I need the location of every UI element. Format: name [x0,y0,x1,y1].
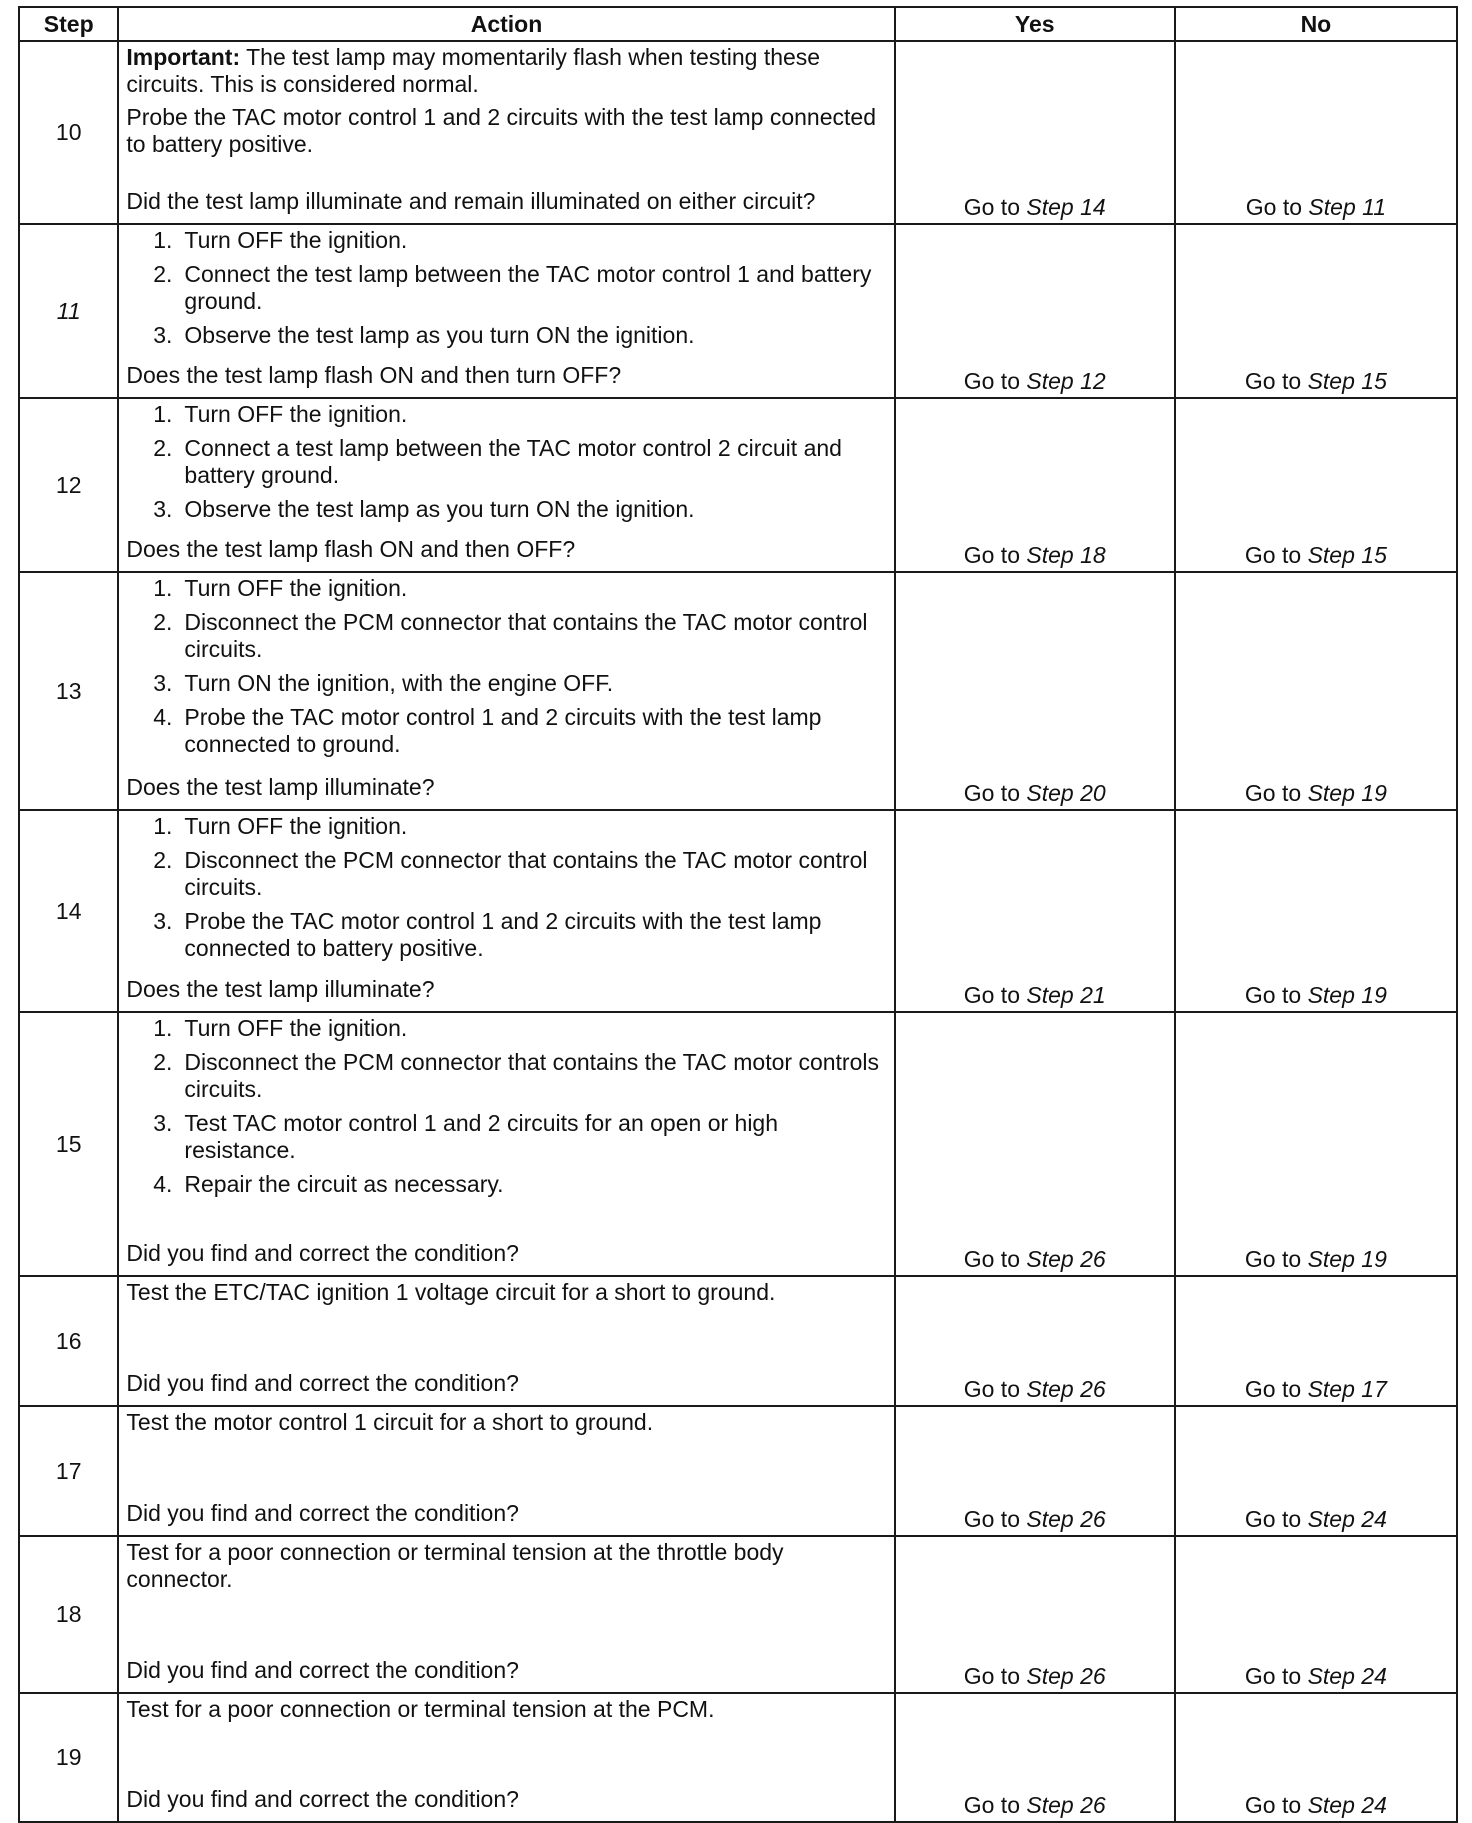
action-body [126,1015,883,1205]
yes-cell [895,1406,1175,1536]
item-number: 2. [153,1049,173,1075]
procedure-list [126,227,883,349]
action-content [119,1537,893,1692]
goto-no [1176,194,1456,223]
no-cell [1175,810,1457,1012]
item-number: 2. [153,847,173,873]
goto-no [1176,780,1456,809]
goto-step-ref: Step 24 [1307,1506,1387,1532]
question-text: Did the test lamp illuminate and remain illuminated on either circuit? [126,188,816,214]
step-number: 19 [19,1693,118,1822]
item-text: Connect a test lamp between the TAC motor control 2 circuit and battery ground. [184,435,842,488]
no-cell [1175,41,1457,224]
step-number: 10 [19,41,118,224]
list-item [126,322,883,349]
table-row [19,398,1457,572]
list-item [126,1110,883,1164]
list-item [126,227,883,254]
step-number: 11 [19,224,118,398]
item-text: Repair the circuit as necessary. [184,1171,504,1197]
item-text: Disconnect the PCM connector that contains the TAC motor controls circuits. [184,1049,879,1102]
goto-prefix: Go to [1244,1663,1302,1689]
goto-yes [896,368,1174,397]
no-cell [1175,398,1457,572]
question-text: Did you find and correct the condition? [126,1786,519,1812]
no-cell [1175,572,1457,810]
goto-prefix: Go to [1244,542,1302,568]
no-cell [1175,1406,1457,1536]
list-item [126,1049,883,1103]
question-text: Does the test lamp flash ON and then turn OFF? [126,362,622,388]
goto-yes [896,542,1174,571]
important-label: Important: [126,44,241,70]
item-text: Observe the test lamp as you turn ON the ignition. [184,322,695,348]
table-row [19,1012,1457,1276]
item-number: 3. [153,322,173,348]
item-number: 1. [153,813,173,839]
list-item [126,609,883,663]
goto-no [1176,1246,1456,1275]
goto-step-ref: Step 14 [1026,194,1106,220]
table-row [19,572,1457,810]
goto-yes [896,194,1174,223]
action-content [119,399,893,571]
note-text: Test the ETC/TAC ignition 1 voltage circuit for a short to ground. [126,1279,776,1305]
step-number: 15 [19,1012,118,1276]
procedure-list [126,813,883,962]
table-row [19,1536,1457,1693]
yes-cell [895,1536,1175,1693]
goto-prefix: Go to [1244,1506,1302,1532]
goto-prefix: Go to [963,1506,1020,1532]
action-body [126,44,883,164]
no-cell [1175,1693,1457,1822]
action-cell [118,1012,894,1276]
item-text: Turn OFF the ignition. [184,575,408,601]
action-content [119,811,893,1011]
action-content [119,1277,893,1405]
goto-no [1176,542,1456,571]
goto-prefix: Go to [963,982,1020,1008]
step-number: 18 [19,1536,118,1693]
action-body [126,227,883,356]
action-cell [118,41,894,224]
action-cell [118,1693,894,1822]
item-text: Disconnect the PCM connector that contains the TAC motor control circuits. [184,609,868,662]
item-number: 2. [153,609,173,635]
note-text: The test lamp may momentarily flash when testing these circuits. This is considered normal. [126,44,821,97]
item-number: 4. [153,704,173,730]
goto-prefix: Go to [963,542,1020,568]
action-content [119,225,893,397]
yes-cell [895,810,1175,1012]
item-text: Turn OFF the ignition. [184,227,408,253]
yes-cell [895,224,1175,398]
goto-prefix: Go to [1245,194,1303,220]
question-text: Does the test lamp illuminate? [126,774,435,800]
goto-yes [896,1376,1174,1405]
goto-step-ref: Step 26 [1026,1663,1106,1689]
goto-prefix: Go to [1244,982,1302,1008]
step-number: 17 [19,1406,118,1536]
action-cell [118,572,894,810]
goto-no [1176,368,1456,397]
no-cell [1175,1012,1457,1276]
goto-step-ref: Step 26 [1026,1246,1106,1272]
note-text: Test for a poor connection or terminal tension at the throttle body connector. [126,1539,784,1592]
item-number: 3. [153,496,173,522]
goto-yes [896,1663,1174,1692]
goto-step-ref: Step 24 [1307,1663,1387,1689]
action-content [119,573,893,809]
goto-prefix: Go to [1244,1792,1302,1818]
action-note [126,1539,883,1593]
yes-cell [895,1276,1175,1406]
goto-prefix: Go to [963,368,1020,394]
action-note [126,1279,883,1306]
item-number: 3. [153,908,173,934]
item-number: 1. [153,401,173,427]
procedure-list [126,575,883,758]
action-note [126,1696,883,1723]
list-item [126,1171,883,1198]
item-number: 2. [153,261,173,287]
goto-step-ref: Step 26 [1026,1376,1106,1402]
question-text: Did you find and correct the condition? [126,1500,519,1526]
list-item [126,435,883,489]
table-row [19,1406,1457,1536]
list-item [126,401,883,428]
goto-prefix: Go to [963,1663,1020,1689]
list-item [126,908,883,962]
goto-no [1176,1376,1456,1405]
item-text: Connect the test lamp between the TAC motor control 1 and battery ground. [184,261,872,314]
goto-no [1176,1506,1456,1535]
item-number: 3. [153,670,173,696]
question-text: Did you find and correct the condition? [126,1657,519,1683]
list-item [126,847,883,901]
action-content [119,1407,893,1535]
goto-step-ref: Step 26 [1026,1506,1106,1532]
header-row [19,7,1457,41]
action-note [126,104,883,158]
item-text: Turn OFF the ignition. [184,1015,408,1041]
yes-cell [895,1012,1175,1276]
goto-no [1176,1792,1456,1821]
goto-prefix: Go to [1244,1376,1302,1402]
list-item [126,496,883,523]
yes-cell [895,1693,1175,1822]
goto-step-ref: Step 21 [1026,982,1106,1008]
no-cell [1175,224,1457,398]
question-text: Does the test lamp illuminate? [126,976,435,1002]
goto-yes [896,1792,1174,1821]
goto-prefix: Go to [963,1792,1020,1818]
yes-cell [895,572,1175,810]
header-step: Step [19,7,118,41]
item-text: Turn OFF the ignition. [184,401,408,427]
goto-prefix: Go to [1244,1246,1302,1272]
goto-step-ref: Step 26 [1026,1792,1106,1818]
goto-step-ref: Step 19 [1307,780,1387,806]
step-number: 12 [19,398,118,572]
goto-step-ref: Step 19 [1307,982,1387,1008]
action-cell [118,398,894,572]
item-number: 2. [153,435,173,461]
goto-prefix: Go to [1244,368,1302,394]
goto-step-ref: Step 24 [1307,1792,1387,1818]
action-body [126,1539,883,1599]
action-content [119,1013,893,1275]
goto-step-ref: Step 17 [1307,1376,1387,1402]
note-text: Test the motor control 1 circuit for a short to ground. [126,1409,654,1435]
goto-yes [896,1506,1174,1535]
goto-no [1176,1663,1456,1692]
item-number: 3. [153,1110,173,1136]
step-number: 13 [19,572,118,810]
list-item [126,813,883,840]
item-text: Turn ON the ignition, with the engine OFF. [184,670,614,696]
goto-step-ref: Step 11 [1308,194,1387,220]
header-no: No [1175,7,1457,41]
list-item [126,704,883,758]
item-number: 1. [153,575,173,601]
action-note [126,44,883,98]
no-cell [1175,1276,1457,1406]
goto-yes [896,780,1174,809]
action-body [126,401,883,530]
goto-prefix: Go to [963,1376,1020,1402]
item-number: 1. [153,1015,173,1041]
item-number: 4. [153,1171,173,1197]
item-text: Disconnect the PCM connector that contains the TAC motor control circuits. [184,847,868,900]
goto-step-ref: Step 15 [1307,542,1387,568]
question-text: Did you find and correct the condition? [126,1370,519,1396]
goto-no [1176,982,1456,1011]
list-item [126,261,883,315]
question-text: Does the test lamp flash ON and then OFF? [126,536,576,562]
list-item [126,1015,883,1042]
table-row [19,1276,1457,1406]
question-text: Did you find and correct the condition? [126,1240,519,1266]
goto-prefix: Go to [1244,780,1302,806]
header-action: Action [118,7,894,41]
list-item [126,670,883,697]
item-text: Turn OFF the ignition. [184,813,408,839]
goto-yes [896,1246,1174,1275]
action-body [126,1409,883,1442]
table-row [19,41,1457,224]
action-content [119,42,893,223]
list-item [126,575,883,602]
step-number: 14 [19,810,118,1012]
goto-prefix: Go to [963,194,1020,220]
yes-cell [895,41,1175,224]
action-content [119,1694,893,1821]
table-row [19,1693,1457,1822]
goto-step-ref: Step 12 [1026,368,1106,394]
table-row [19,810,1457,1012]
action-body [126,813,883,969]
header-yes: Yes [895,7,1175,41]
procedure-list [126,1015,883,1198]
action-body [126,1696,883,1729]
goto-step-ref: Step 18 [1026,542,1106,568]
goto-step-ref: Step 20 [1026,780,1106,806]
yes-cell [895,398,1175,572]
item-text: Test TAC motor control 1 and 2 circuits for an open or high resistance. [184,1110,779,1163]
goto-prefix: Go to [963,780,1020,806]
action-cell [118,224,894,398]
action-cell [118,1406,894,1536]
item-text: Observe the test lamp as you turn ON the ignition. [184,496,695,522]
goto-step-ref: Step 19 [1307,1246,1387,1272]
item-text: Probe the TAC motor control 1 and 2 circuits with the test lamp connected to ground. [184,704,822,757]
action-body [126,1279,883,1312]
goto-yes [896,982,1174,1011]
action-cell [118,1276,894,1406]
action-cell [118,810,894,1012]
procedure-list [126,401,883,523]
item-number: 1. [153,227,173,253]
no-cell [1175,1536,1457,1693]
item-text: Probe the TAC motor control 1 and 2 circuits with the test lamp connected to battery positive. [184,908,822,961]
goto-prefix: Go to [963,1246,1020,1272]
action-cell [118,1536,894,1693]
note-text: Probe the TAC motor control 1 and 2 circuits with the test lamp connected to battery positive. [126,104,876,157]
action-note [126,1409,883,1436]
goto-step-ref: Step 15 [1307,368,1387,394]
action-body [126,575,883,765]
diagnostic-table [18,6,1458,1823]
step-number: 16 [19,1276,118,1406]
note-text: Test for a poor connection or terminal tension at the PCM. [126,1696,715,1722]
table-row [19,224,1457,398]
